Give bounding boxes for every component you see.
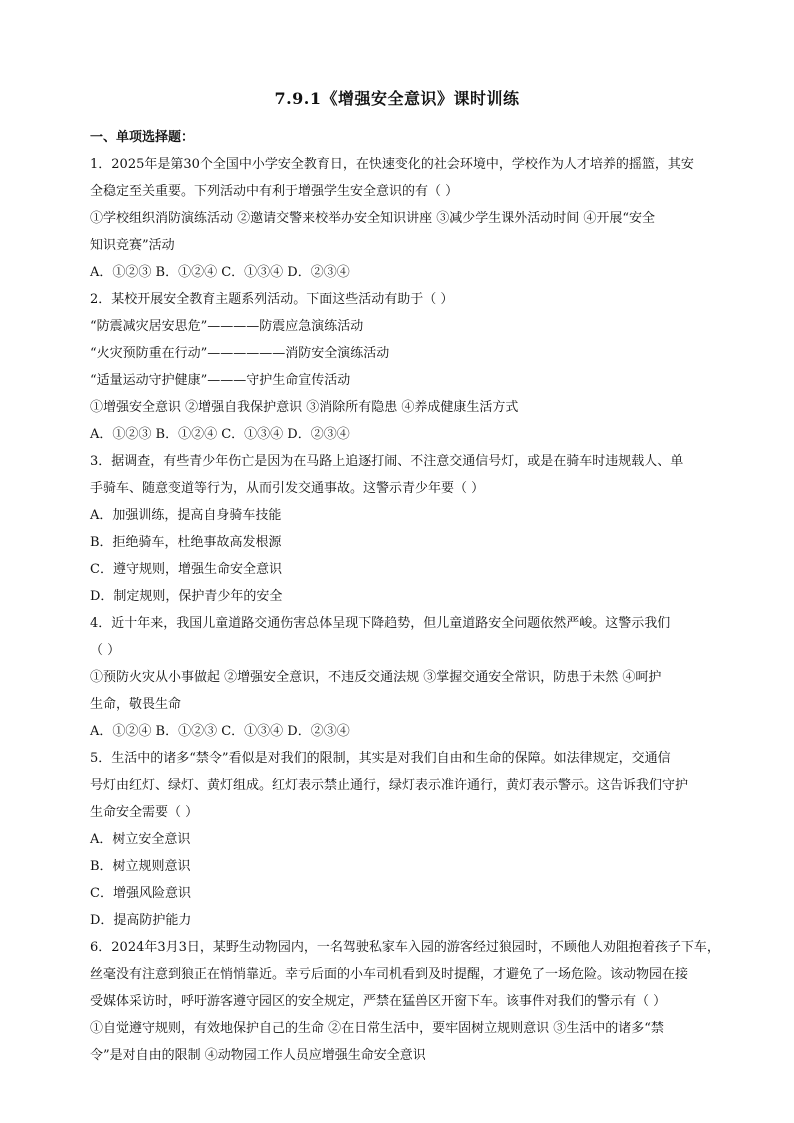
text-line: 5．生活中的诸多“禁令”看似是对我们的限制，其实是对我们自由和生命的保障。如法律规定，交通信 bbox=[90, 751, 671, 766]
question-lines bbox=[90, 151, 730, 1069]
text-line: B．树立规则意识 bbox=[90, 859, 191, 874]
text-line: 知识竞赛”活动 bbox=[90, 238, 175, 253]
text-line: ①预防火灾从小事做起 ②增强安全意识，不违反交通法规 ③掌握交通安全常识，防患于未然 ④呵护 bbox=[90, 670, 662, 685]
text-line: 号灯由红灯、绿灯、黄灯组成。红灯表示禁止通行，绿灯表示准许通行，黄灯表示警示。这告诉我们守护 bbox=[90, 778, 689, 793]
text-line: 生命，敬畏生命 bbox=[90, 697, 182, 712]
text-line: C．遵守规则，增强生命安全意识 bbox=[90, 562, 282, 577]
text-line: 手骑车、随意变道等行为，从而引发交通事故。这警示青少年要（ ） bbox=[90, 481, 485, 496]
text-line: B．拒绝骑车，杜绝事故高发根源 bbox=[90, 535, 282, 550]
text-line: “适量运动守护健康”———守护生命宣传活动 bbox=[90, 373, 351, 388]
text-line: 受媒体采访时，呼吁游客遵守园区的安全规定，严禁在猛兽区开窗下车。该事件对我们的警示有（ ） bbox=[90, 994, 667, 1009]
document-body bbox=[90, 124, 730, 1069]
text-line: ①学校组织消防演练活动 ②邀请交警来校举办安全知识讲座 ③减少学生课外活动时间 ④开展“安全 bbox=[90, 211, 656, 226]
text-line: “防震减灾居安思危”————防震应急演练活动 bbox=[90, 319, 364, 334]
section-heading: 一、单项选择题： bbox=[90, 130, 195, 145]
text-line: A．树立安全意识 bbox=[90, 832, 191, 847]
text-line: ①增强安全意识 ②增强自我保护意识 ③消除所有隐患 ④养成健康生活方式 bbox=[90, 400, 519, 415]
text-line: 2．某校开展安全教育主题系列活动。下面这些活动有助于（ ） bbox=[90, 292, 454, 307]
text-line: 令”是对自由的限制 ④动物园工作人员应增强生命安全意识 bbox=[90, 1048, 426, 1063]
text-line: 生命安全需要（ ） bbox=[90, 805, 199, 820]
text-line: “火灾预防重在行动”——————消防安全演练活动 bbox=[90, 346, 390, 361]
text-line: 3．据调查，有些青少年伤亡是因为在马路上追逐打闹、不注意交通信号灯，或是在骑车时违规载人、单 bbox=[90, 454, 684, 469]
text-line: 1．2025年是第30个全国中小学安全教育日，在快速变化的社会环境中，学校作为人才培养的摇篮，其安 bbox=[90, 157, 694, 172]
document-title: 7.9.1《增强安全意识》课时训练 bbox=[274, 89, 520, 108]
text-line: C．增强风险意识 bbox=[90, 886, 191, 901]
text-line: 丝毫没有注意到狼正在悄悄靠近。幸亏后面的小车司机看到及时提醒，才避免了一场危险。该动物园在接 bbox=[90, 967, 689, 982]
text-line: 4．近十年来，我国儿童道路交通伤害总体呈现下降趋势，但儿童道路安全问题依然严峻。这警示我们 bbox=[90, 616, 671, 631]
text-line: D．制定规则，保护青少年的安全 bbox=[90, 589, 283, 604]
text-line: 全稳定至关重要。下列活动中有利于增强学生安全意识的有（ ） bbox=[90, 184, 459, 199]
text-line: 6．2024年3月3日，某野生动物园内，一名驾驶私家车入园的游客经过狼园时，不顾他人劝阻抱着孩子下车， bbox=[90, 940, 720, 955]
text-line: A．①②④ B．①②③ C．①③④ D．②③④ bbox=[90, 724, 350, 739]
text-line: ①自觉遵守规则，有效地保护自己的生命 ②在日常生活中，要牢固树立规则意识 ③生活中的诸多“禁 bbox=[90, 1021, 664, 1036]
text-line: （ ） bbox=[90, 643, 121, 658]
text-line: D．提高防护能力 bbox=[90, 913, 192, 928]
text-line: A．①②③ B．①②④ C．①③④ D．②③④ bbox=[90, 427, 350, 442]
text-line: A．加强训练，提高自身骑车技能 bbox=[90, 508, 282, 523]
text-line: A．①②③ B．①②④ C．①③④ D．②③④ bbox=[90, 265, 350, 280]
